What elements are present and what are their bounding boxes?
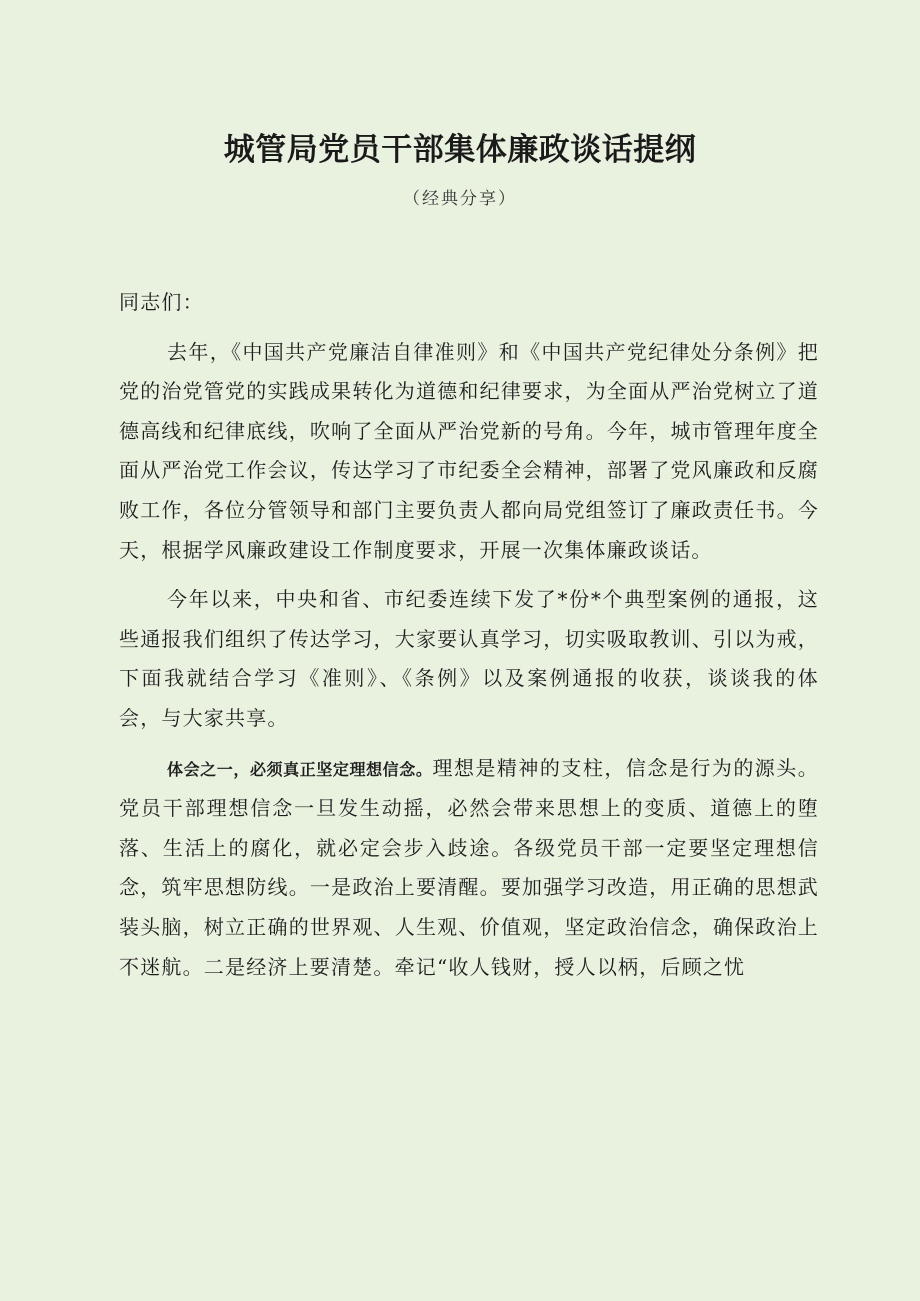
paragraph-text: 理想是精神的支柱，信念是行为的源头。党员干部理想信念一旦发生动摇，必然会带来思想上的变质、道德上的堕落、生活上的腐化，就必定会步入歧途。各级党员干部一定要坚定理想信念，筑牢思想防线。一是政治上要清醒。要加强学习改造，用正确的思想武装头脑，树立正确的世界观、人生观、价值观，坚定政治信念，确保政治上不迷航。二是经济上要清楚。牵记“收人钱财，授人以柄，后顾之忧 — [119, 755, 819, 979]
paragraph-2 — [119, 580, 819, 738]
document-body — [119, 283, 819, 987]
document-title: 城管局党员干部集体廉政谈话提纲 — [223, 132, 697, 168]
paragraph-text: 今年以来，中央和省、市纪委连续下发了*份*个典型案例的通报，这些通报我们组织了传达学习，大家要认真学习，切实吸取教训、引以为戒，下面我就结合学习《准则》、《条例》以及案例通报的收获，谈谈我的体会，与大家共享。 — [119, 587, 819, 730]
greeting: 同志们： — [119, 290, 204, 314]
paragraph-1 — [119, 333, 819, 571]
paragraph-text: 去年，《中国共产党廉洁自律准则》和《中国共产党纪律处分条例》把党的治党管党的实践成果转化为道德和纪律要求，为全面从严治党树立了道德高线和纪律底线，吹响了全面从严治党新的号角。今年，城市管理年度全面从严治党工作会议，传达学习了市纪委全会精神，部署了党风廉政和反腐败工作，各位分管领导和部门主要负责人都向局党组签订了廉政责任书。今天，根据学风廉政建设工作制度要求，开展一次集体廉政谈话。 — [119, 339, 819, 562]
paragraph-3 — [119, 749, 819, 988]
document-subtitle: （经典分享） — [403, 189, 517, 209]
paragraph-lead: 体会之一，必须真正坚定理想信念。 — [167, 759, 433, 779]
